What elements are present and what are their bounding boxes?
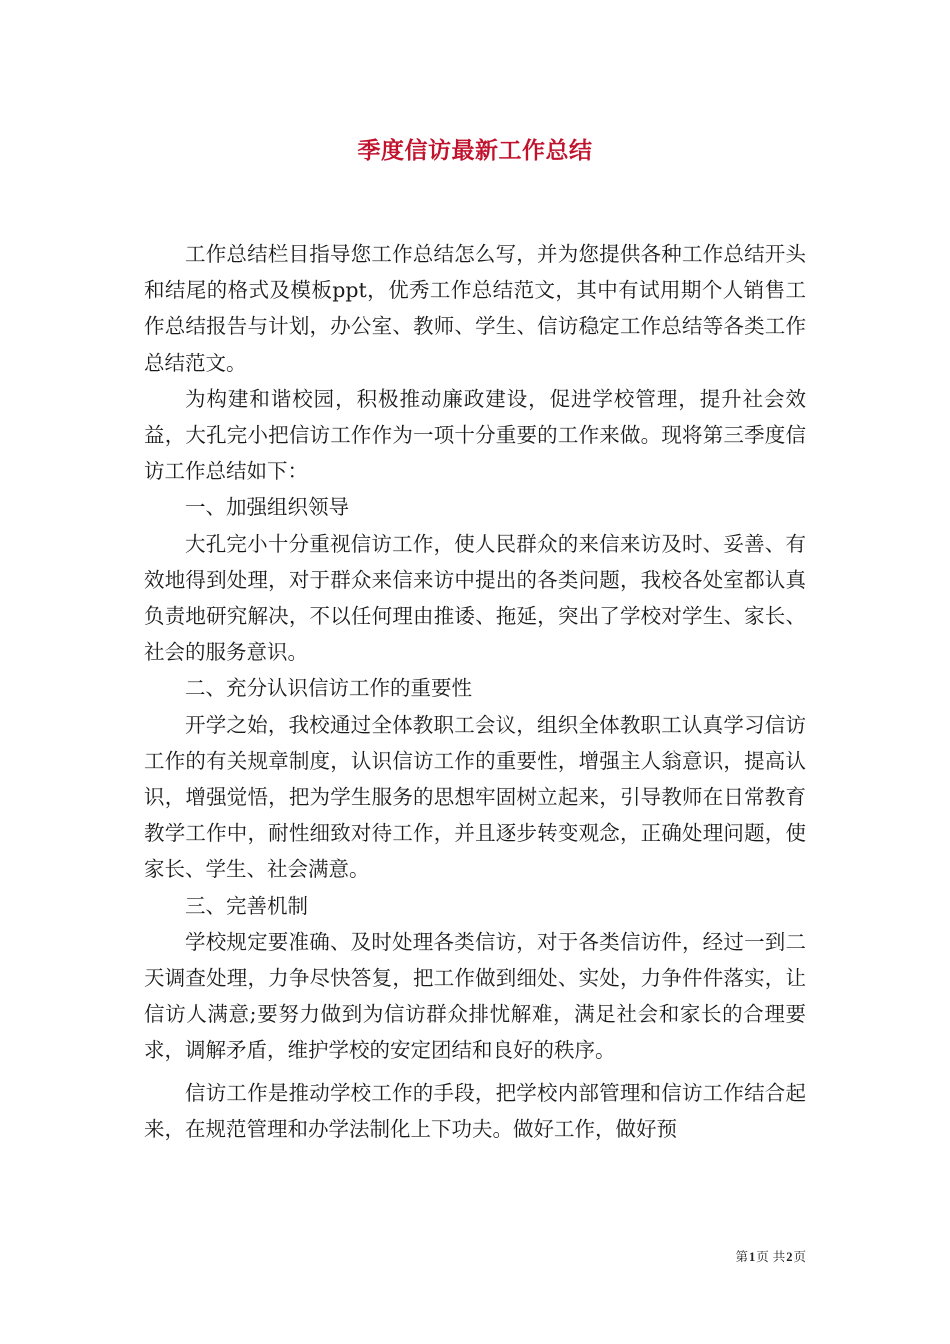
closing-paragraph: 信访工作是推动学校工作的手段，把学校内部管理和信访工作结合起来，在规范管理和办学法制化上下功夫。做好工作，做好预: [144, 1080, 806, 1141]
section-heading-3: 三、完善机制: [185, 893, 308, 918]
footer-middle: 页 共: [756, 1249, 786, 1264]
document-body: [144, 236, 806, 1147]
page-number-footer: [735, 1247, 806, 1265]
section-2-paragraph: 开学之始，我校通过全体教职工会议，组织全体教职工认真学习信访工作的有关规章制度，认识信访工作的重要性，增强主人翁意识，提高认识，增强觉悟，把为学生服务的思想牢固树立起来，引导教师在日常教育教学工作中，耐性细致对待工作，并且逐步转变观念，正确处理问题，使家长、学生、社会满意。: [144, 712, 806, 882]
total-page-number: 2: [786, 1250, 793, 1264]
section-1-paragraph: 大孔完小十分重视信访工作，使人民群众的来信来访及时、妥善、有效地得到处理，对于群众来信来访中提出的各类问题，我校各处室都认真负责地研究解决，不以任何理由推诿、拖延，突出了学校对学生、家长、社会的服务意识。: [144, 531, 806, 665]
section-heading-1: 一、加强组织领导: [185, 495, 349, 520]
intro-paragraph: 工作总结栏目指导您工作总结怎么写，并为您提供各种工作总结开头和结尾的格式及模板ppt，优秀工作总结范文，其中有试用期个人销售工作总结报告与计划，办公室、教师、学生、信访稳定工作总结等各类工作总结范文。: [144, 242, 806, 375]
footer-prefix: 第: [735, 1249, 748, 1264]
purpose-paragraph: 为构建和谐校园，积极推动廉政建设，促进学校管理，提升社会效益，大孔完小把信访工作作为一项十分重要的工作来做。现将第三季度信访工作总结如下：: [144, 386, 806, 484]
document-title: 季度信访最新工作总结: [357, 137, 593, 164]
section-3-paragraph: 学校规定要准确、及时处理各类信访，对于各类信访件，经过一到二天调查处理，力争尽快答复，把工作做到细处、实处，力争件件落实，让信访人满意;要努力做到为信访群众排忧解难，满足社会和家长的合理要求，调解矛盾，维护学校的安定团结和良好的秩序。: [144, 929, 806, 1063]
current-page-number: 1: [749, 1250, 756, 1264]
section-heading-2: 二、充分认识信访工作的重要性: [185, 676, 472, 701]
footer-suffix: 页: [793, 1249, 806, 1264]
